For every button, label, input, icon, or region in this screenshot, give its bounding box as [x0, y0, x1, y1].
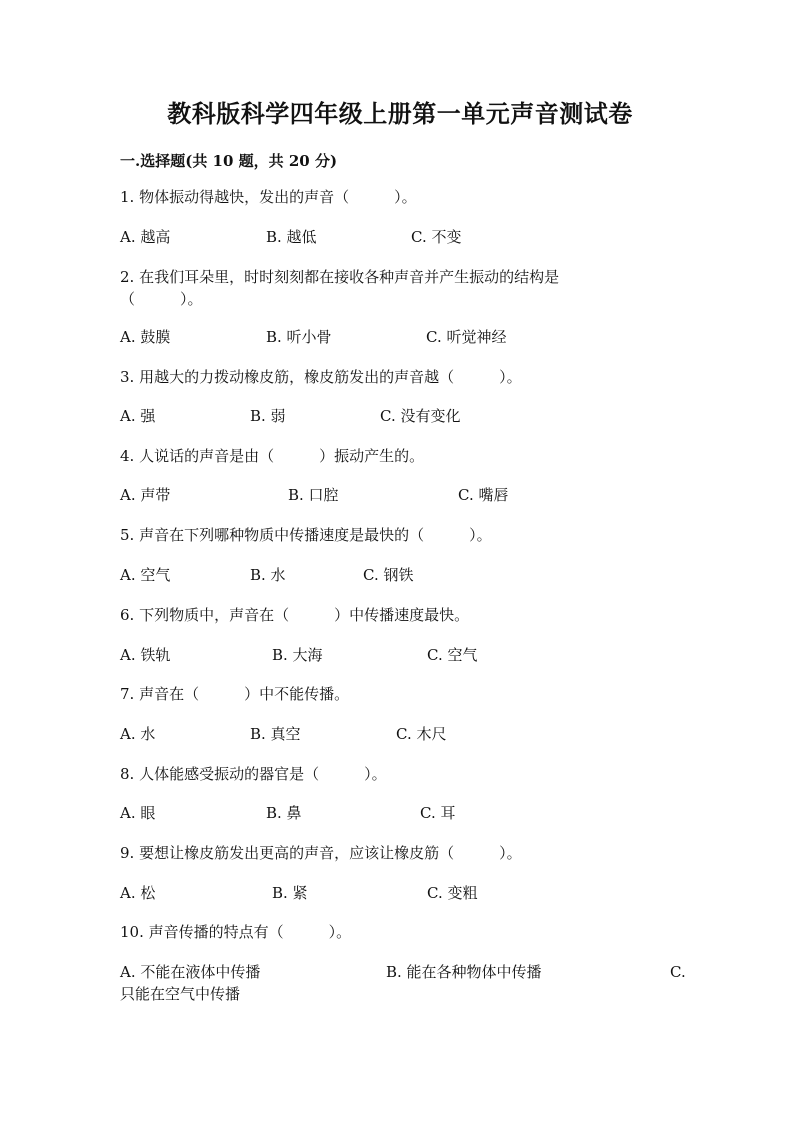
question-7-options	[120, 723, 700, 745]
question-5-stem: 5. 声音在下列哪种物质中传播速度是最快的（ ）。	[120, 526, 492, 544]
page-title: 教科版科学四年级上册第一单元声音测试卷	[167, 99, 633, 128]
q7-option-c[interactable]: C. 木尺	[396, 725, 447, 743]
q10-option-a[interactable]: A. 不能在液体中传播	[120, 963, 261, 981]
question-6-options	[120, 644, 700, 666]
q10-option-b[interactable]: B. 能在各种物体中传播	[386, 963, 542, 981]
question-8-options	[120, 802, 700, 824]
question-1-stem: 1. 物体振动得越快，发出的声音（ ）。	[120, 188, 417, 206]
q6-option-b[interactable]: B. 大海	[272, 646, 323, 664]
q5-option-b[interactable]: B. 水	[250, 566, 286, 584]
q8-option-a[interactable]: A. 眼	[120, 804, 156, 822]
question-3-stem: 3. 用越大的力拨动橡皮筋，橡皮筋发出的声音越（ ）。	[120, 368, 522, 386]
question-4-stem: 4. 人说话的声音是由（ ）振动产生的。	[120, 447, 425, 465]
question-6-stem: 6. 下列物质中，声音在（ ）中传播速度最快。	[120, 606, 470, 624]
question-8-stem: 8. 人体能感受振动的器官是（ ）。	[120, 765, 387, 783]
q1-option-b[interactable]: B. 越低	[266, 228, 317, 246]
q6-option-a[interactable]: A. 铁轨	[120, 646, 171, 664]
question-9-options	[120, 882, 700, 904]
question-3-options	[120, 405, 700, 427]
q9-option-a[interactable]: A. 松	[120, 884, 156, 902]
q2-option-b[interactable]: B. 听小骨	[266, 328, 332, 346]
q10-option-c-continued: 只能在空气中传播	[120, 985, 241, 1003]
q9-option-c[interactable]: C. 变粗	[427, 884, 478, 902]
q5-option-a[interactable]: A. 空气	[120, 566, 171, 584]
q4-option-a[interactable]: A. 声带	[120, 486, 171, 504]
q4-option-c[interactable]: C. 嘴唇	[458, 486, 509, 504]
q3-option-a[interactable]: A. 强	[120, 407, 156, 425]
q5-option-c[interactable]: C. 钢铁	[363, 566, 414, 584]
section-heading: 一.选择题(共 10 题，共 20 分)	[120, 152, 338, 170]
question-2-stem: 2. 在我们耳朵里，时时刻刻都在接收各种声音并产生振动的结构是（ ）。	[120, 268, 560, 308]
question-9-stem: 9. 要想让橡皮筋发出更高的声音，应该让橡皮筋（ ）。	[120, 844, 522, 862]
q1-option-a[interactable]: A. 越高	[120, 228, 171, 246]
q10-option-c[interactable]: C.	[670, 963, 686, 981]
q9-option-b[interactable]: B. 紧	[272, 884, 308, 902]
q7-option-a[interactable]: A. 水	[120, 725, 156, 743]
q3-option-b[interactable]: B. 弱	[250, 407, 286, 425]
q2-option-a[interactable]: A. 鼓膜	[120, 328, 171, 346]
q8-option-b[interactable]: B. 鼻	[266, 804, 302, 822]
question-4-options	[120, 484, 700, 506]
question-7-stem: 7. 声音在（ ）中不能传播。	[120, 685, 350, 703]
question-1-options	[120, 226, 700, 248]
question-2-options	[120, 326, 700, 348]
q3-option-c[interactable]: C. 没有变化	[380, 407, 461, 425]
q6-option-c[interactable]: C. 空气	[427, 646, 478, 664]
q1-option-c[interactable]: C. 不变	[411, 228, 462, 246]
q7-option-b[interactable]: B. 真空	[250, 725, 301, 743]
q8-option-c[interactable]: C. 耳	[420, 804, 456, 822]
question-10-stem: 10. 声音传播的特点有（ ）。	[120, 923, 352, 941]
question-5-options	[120, 564, 700, 586]
question-10-options	[120, 961, 700, 983]
q4-option-b[interactable]: B. 口腔	[288, 486, 339, 504]
q2-option-c[interactable]: C. 听觉神经	[426, 328, 507, 346]
